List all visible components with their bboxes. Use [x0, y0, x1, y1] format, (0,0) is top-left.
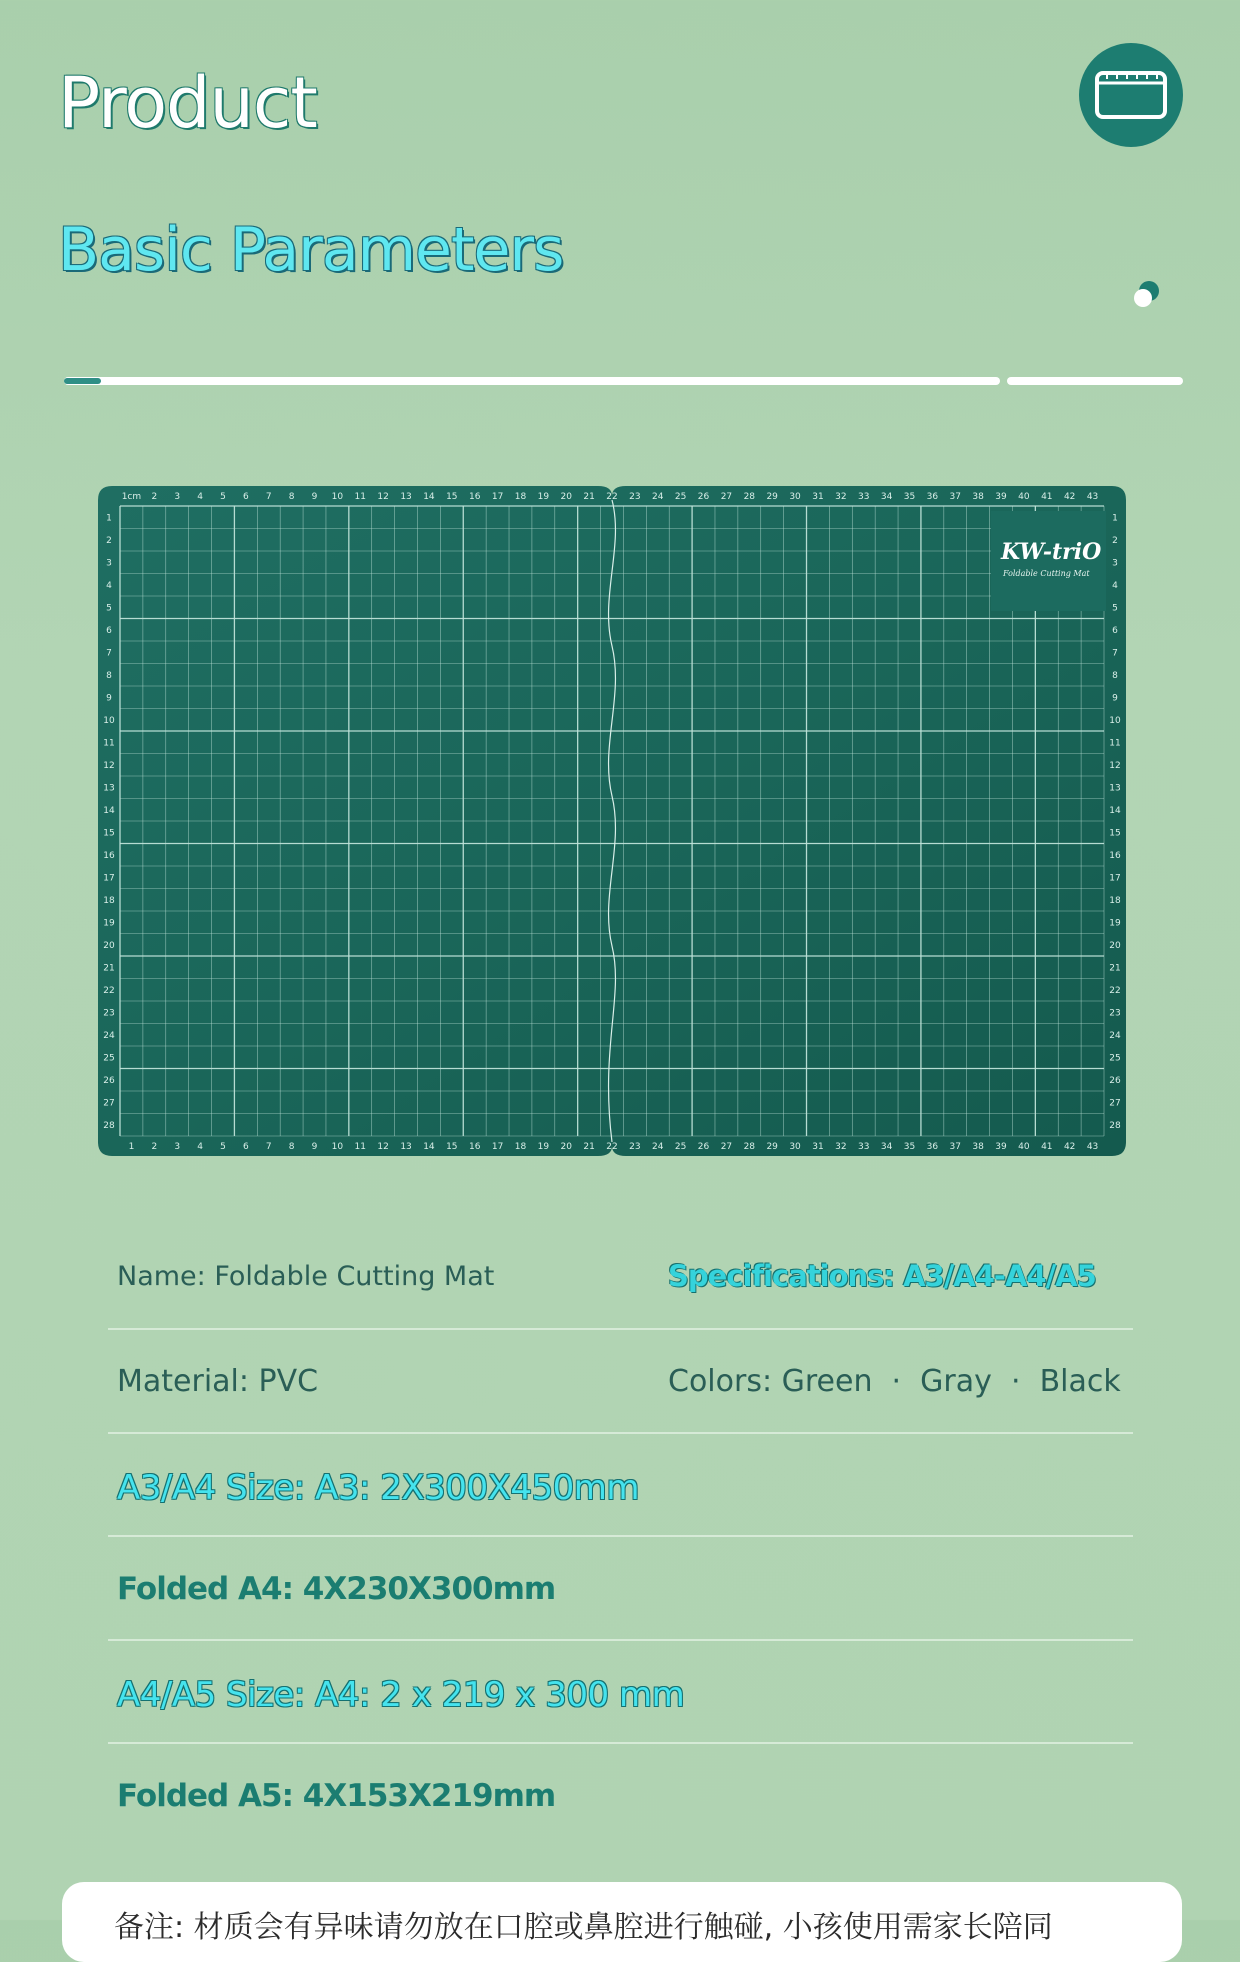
mat-ruler-label: 26	[697, 492, 710, 502]
mat-ruler-label: 37	[949, 1142, 961, 1152]
mat-ruler-label: 4	[1112, 580, 1118, 591]
mat-ruler-label: 4	[197, 1142, 203, 1152]
progress-bar	[64, 377, 1000, 385]
color-separator: ·	[1001, 1364, 1031, 1399]
mat-ruler-label: 28	[743, 1142, 756, 1152]
cutting-mat-image	[98, 486, 1126, 1156]
mat-ruler-label: 21	[103, 963, 115, 974]
mat-ruler-label: 6	[1112, 625, 1118, 636]
mat-ruler-label: 42	[1063, 1142, 1076, 1152]
mat-ruler-label: 15	[103, 828, 115, 839]
mat-ruler-label: 18	[514, 1142, 527, 1152]
mat-ruler-label: 22	[103, 985, 115, 996]
mat-ruler-label: 18	[514, 492, 527, 502]
mat-ruler-label: 24	[652, 1142, 664, 1152]
mat-ruler-label: 40	[1018, 1142, 1030, 1152]
mat-ruler-label: 8	[1112, 670, 1118, 681]
mat-ruler-label: 22	[606, 492, 618, 502]
mat-ruler-label: 20	[560, 1142, 572, 1152]
mat-ruler-label: 8	[106, 670, 112, 681]
mat-ruler-label: 17	[491, 492, 504, 502]
mat-brand: KW-triO	[1001, 539, 1102, 565]
mat-ruler-label: 19	[103, 918, 115, 929]
mat-ruler-label: 21	[1109, 963, 1121, 974]
color-black: Black	[1039, 1364, 1121, 1399]
mat-ruler-label: 3	[174, 1142, 181, 1152]
mat-ruler-label: 10	[103, 715, 115, 726]
material: Material: PVC	[117, 1364, 319, 1399]
mat-ruler-label: 22	[606, 1142, 618, 1152]
mat-ruler-label: 12	[1109, 760, 1121, 771]
mat-ruler-label: 25	[674, 492, 687, 502]
mat-ruler-label: 25	[674, 1142, 687, 1152]
mat-ruler-label: 5	[106, 603, 112, 614]
mat-ruler-label: 13	[400, 492, 412, 502]
mat-ruler-label: 36	[926, 1142, 939, 1152]
folded-a4: Folded A4: 4X230X300mm	[117, 1571, 556, 1607]
mat-ruler-label: 16	[468, 492, 481, 502]
mat-ruler-label: 43	[1086, 492, 1099, 502]
mat-ruler-label: 5	[220, 1142, 226, 1152]
folded-a5: Folded A5: 4X153X219mm	[117, 1778, 556, 1814]
mat-ruler-label: 27	[720, 492, 733, 502]
mat-ruler-label: 10	[331, 492, 344, 502]
mat-ruler-label: 24	[103, 1030, 115, 1041]
section-title: Basic Parameters	[58, 215, 564, 285]
mat-ruler-label: 36	[926, 492, 939, 502]
a4a5-size: A4/A5 Size: A4: 2 x 219 x 300 mm	[117, 1675, 685, 1715]
mat-ruler-label: 35	[903, 1142, 916, 1152]
mat-ruler-label: 17	[1109, 873, 1121, 884]
mat-ruler-label: 1	[106, 513, 112, 524]
mat-ruler-label: 16	[468, 1142, 481, 1152]
param-row-a4a5-size	[108, 1641, 1133, 1744]
mat-ruler-label: 13	[400, 1142, 412, 1152]
param-row-a3a4-size	[108, 1434, 1133, 1537]
mat-ruler-label: 33	[857, 492, 870, 502]
color-green: Green	[781, 1364, 873, 1399]
mat-ruler-label: 10	[331, 1142, 344, 1152]
mat-ruler-label: 5	[220, 492, 226, 502]
mat-ruler-label: 28	[103, 1120, 115, 1131]
progress-fill	[64, 378, 101, 384]
mat-ruler-label: 23	[103, 1008, 115, 1019]
mat-ruler-label: 2	[151, 1142, 158, 1152]
mat-ruler-label: 30	[789, 492, 801, 502]
a3a4-size: A3/A4 Size: A3: 2X300X450mm	[117, 1468, 639, 1508]
mat-ruler-label: 18	[1109, 895, 1121, 906]
param-row-folded-a5	[108, 1744, 1133, 1844]
mat-ruler-label: 25	[1109, 1053, 1121, 1064]
mat-ruler-label: 2	[106, 535, 112, 546]
mat-ruler-label: 28	[743, 492, 756, 502]
mat-ruler-label: 15	[446, 492, 458, 502]
mat-ruler-label: 39	[995, 492, 1007, 502]
mat-ruler-label: 1	[1112, 513, 1118, 524]
mat-ruler-label: 3	[1112, 558, 1118, 569]
mat-ruler-label: 39	[995, 1142, 1007, 1152]
mat-ruler-label: 21	[583, 1142, 595, 1152]
mat-ruler-label: 11	[103, 738, 115, 749]
param-row-name	[108, 1225, 1133, 1330]
mat-ruler-label: 38	[972, 1142, 984, 1152]
mat-ruler-label: 12	[377, 492, 389, 502]
mat-ruler-label: 14	[103, 805, 115, 816]
mat-ruler-label: 7	[1112, 648, 1118, 659]
colors	[668, 1364, 1121, 1399]
mat-ruler-label: 26	[1109, 1075, 1121, 1086]
mat-ruler-label: 29	[766, 492, 778, 502]
specifications: Specifications: A3/A4-A4/A5	[668, 1259, 1096, 1293]
mat-ruler-label: 16	[103, 850, 115, 861]
mat-ruler-label: 31	[812, 1142, 824, 1152]
mat-ruler-label: 13	[103, 783, 115, 794]
mat-ruler-label: 41	[1041, 492, 1053, 502]
mat-ruler-label: 12	[377, 1142, 389, 1152]
mat-ruler-label: 23	[629, 492, 641, 502]
mat-ruler-label: 11	[354, 492, 367, 502]
colors-label: Colors:	[668, 1364, 773, 1399]
mat-ruler-label: 13	[1109, 783, 1121, 794]
mat-ruler-label: 14	[423, 492, 435, 502]
mat-ruler-label: 4	[106, 580, 112, 591]
cutting-mat-icon	[1095, 69, 1167, 121]
mat-ruler-label: 24	[1109, 1030, 1121, 1041]
mat-ruler-label: 3	[174, 492, 181, 502]
mat-ruler-label: 2	[151, 492, 158, 502]
mat-ruler-label: 14	[423, 1142, 435, 1152]
color-separator: ·	[882, 1364, 911, 1399]
mat-ruler-label: 6	[106, 625, 112, 636]
note-card	[62, 1882, 1182, 1962]
mat-ruler-label: 20	[103, 940, 115, 951]
mat-ruler-label: 31	[812, 492, 824, 502]
mat-ruler-label: 17	[103, 873, 115, 884]
mat-ruler-label: 6	[242, 492, 249, 502]
mat-ruler-label: 37	[949, 492, 961, 502]
mat-ruler-label: 23	[629, 1142, 641, 1152]
mat-ruler-label: 32	[835, 1142, 847, 1152]
mat-ruler-label: 27	[1109, 1098, 1121, 1109]
mat-ruler-label: 18	[103, 895, 115, 906]
progress-segment	[1007, 377, 1183, 385]
mat-ruler-label: 14	[1109, 805, 1121, 816]
mat-ruler-label: 15	[1109, 828, 1121, 839]
mat-ruler-label: 34	[880, 492, 893, 502]
mat-ruler-label: 7	[265, 492, 272, 502]
mat-ruler-label: 27	[103, 1098, 115, 1109]
cutting-mat-badge	[1079, 43, 1183, 147]
mat-ruler-label: 24	[652, 492, 664, 502]
mat-ruler-label: 1cm	[121, 492, 142, 502]
mat-ruler-label: 1	[128, 1142, 135, 1152]
mat-ruler-label: 38	[972, 492, 984, 502]
page-title: Product	[58, 62, 317, 144]
mat-ruler-label: 34	[880, 1142, 893, 1152]
mat-ruler-label: 32	[835, 492, 847, 502]
mat-ruler-label: 11	[354, 1142, 367, 1152]
mat-ruler-label: 26	[697, 1142, 710, 1152]
mat-ruler-label: 3	[106, 558, 112, 569]
mat-ruler-label: 41	[1041, 1142, 1053, 1152]
mat-ruler-label: 30	[789, 1142, 801, 1152]
mat-ruler-label: 40	[1018, 492, 1030, 502]
mat-ruler-label: 12	[103, 760, 115, 771]
product-name: Name: Foldable Cutting Mat	[117, 1261, 495, 1292]
mat-ruler-label: 10	[1109, 715, 1121, 726]
mat-ruler-label: 9	[1112, 693, 1118, 704]
mat-brand-subtitle: Foldable Cutting Mat	[1003, 569, 1090, 578]
mat-ruler-label: 17	[491, 1142, 504, 1152]
mat-ruler-label: 20	[560, 492, 572, 502]
mat-ruler-label: 19	[537, 1142, 550, 1152]
parameter-table	[108, 1225, 1133, 1844]
mat-ruler-label: 26	[103, 1075, 115, 1086]
mat-ruler-label: 9	[311, 492, 318, 502]
mat-ruler-label: 8	[288, 1142, 295, 1152]
param-row-folded-a4	[108, 1537, 1133, 1641]
mat-ruler-label: 43	[1086, 1142, 1099, 1152]
param-row-material	[108, 1330, 1133, 1434]
mat-ruler-label: 29	[766, 1142, 778, 1152]
mat-ruler-label: 8	[288, 492, 295, 502]
mat-ruler-label: 15	[446, 1142, 458, 1152]
mat-ruler-label: 19	[537, 492, 550, 502]
mat-ruler-label: 11	[1109, 738, 1121, 749]
mat-ruler-label: 28	[1109, 1120, 1121, 1131]
mat-ruler-label: 35	[903, 492, 916, 502]
mat-ruler-label: 7	[265, 1142, 272, 1152]
mat-ruler-label: 19	[1109, 918, 1121, 929]
mat-ruler-label: 7	[106, 648, 112, 659]
mat-ruler-label: 27	[720, 1142, 733, 1152]
mat-ruler-label: 5	[1112, 603, 1118, 614]
mat-ruler-label: 21	[583, 492, 595, 502]
mat-ruler-label: 2	[1112, 535, 1118, 546]
mat-ruler-label: 9	[106, 693, 112, 704]
note-text: 备注: 材质会有异味请勿放在口腔或鼻腔进行触碰, 小孩使用需家长陪同	[114, 1910, 1053, 1945]
mat-ruler-label: 9	[311, 1142, 318, 1152]
mat-ruler-label: 42	[1063, 492, 1076, 502]
mat-ruler-label: 33	[857, 1142, 870, 1152]
color-gray: Gray	[920, 1364, 992, 1399]
decorative-dot-icon	[1131, 280, 1161, 310]
mat-ruler-label: 6	[242, 1142, 249, 1152]
mat-ruler-label: 23	[1109, 1008, 1121, 1019]
mat-ruler-label: 22	[1109, 985, 1121, 996]
mat-ruler-label: 25	[103, 1053, 115, 1064]
mat-ruler-label: 16	[1109, 850, 1121, 861]
mat-ruler-label: 20	[1109, 940, 1121, 951]
mat-ruler-label: 4	[197, 492, 203, 502]
